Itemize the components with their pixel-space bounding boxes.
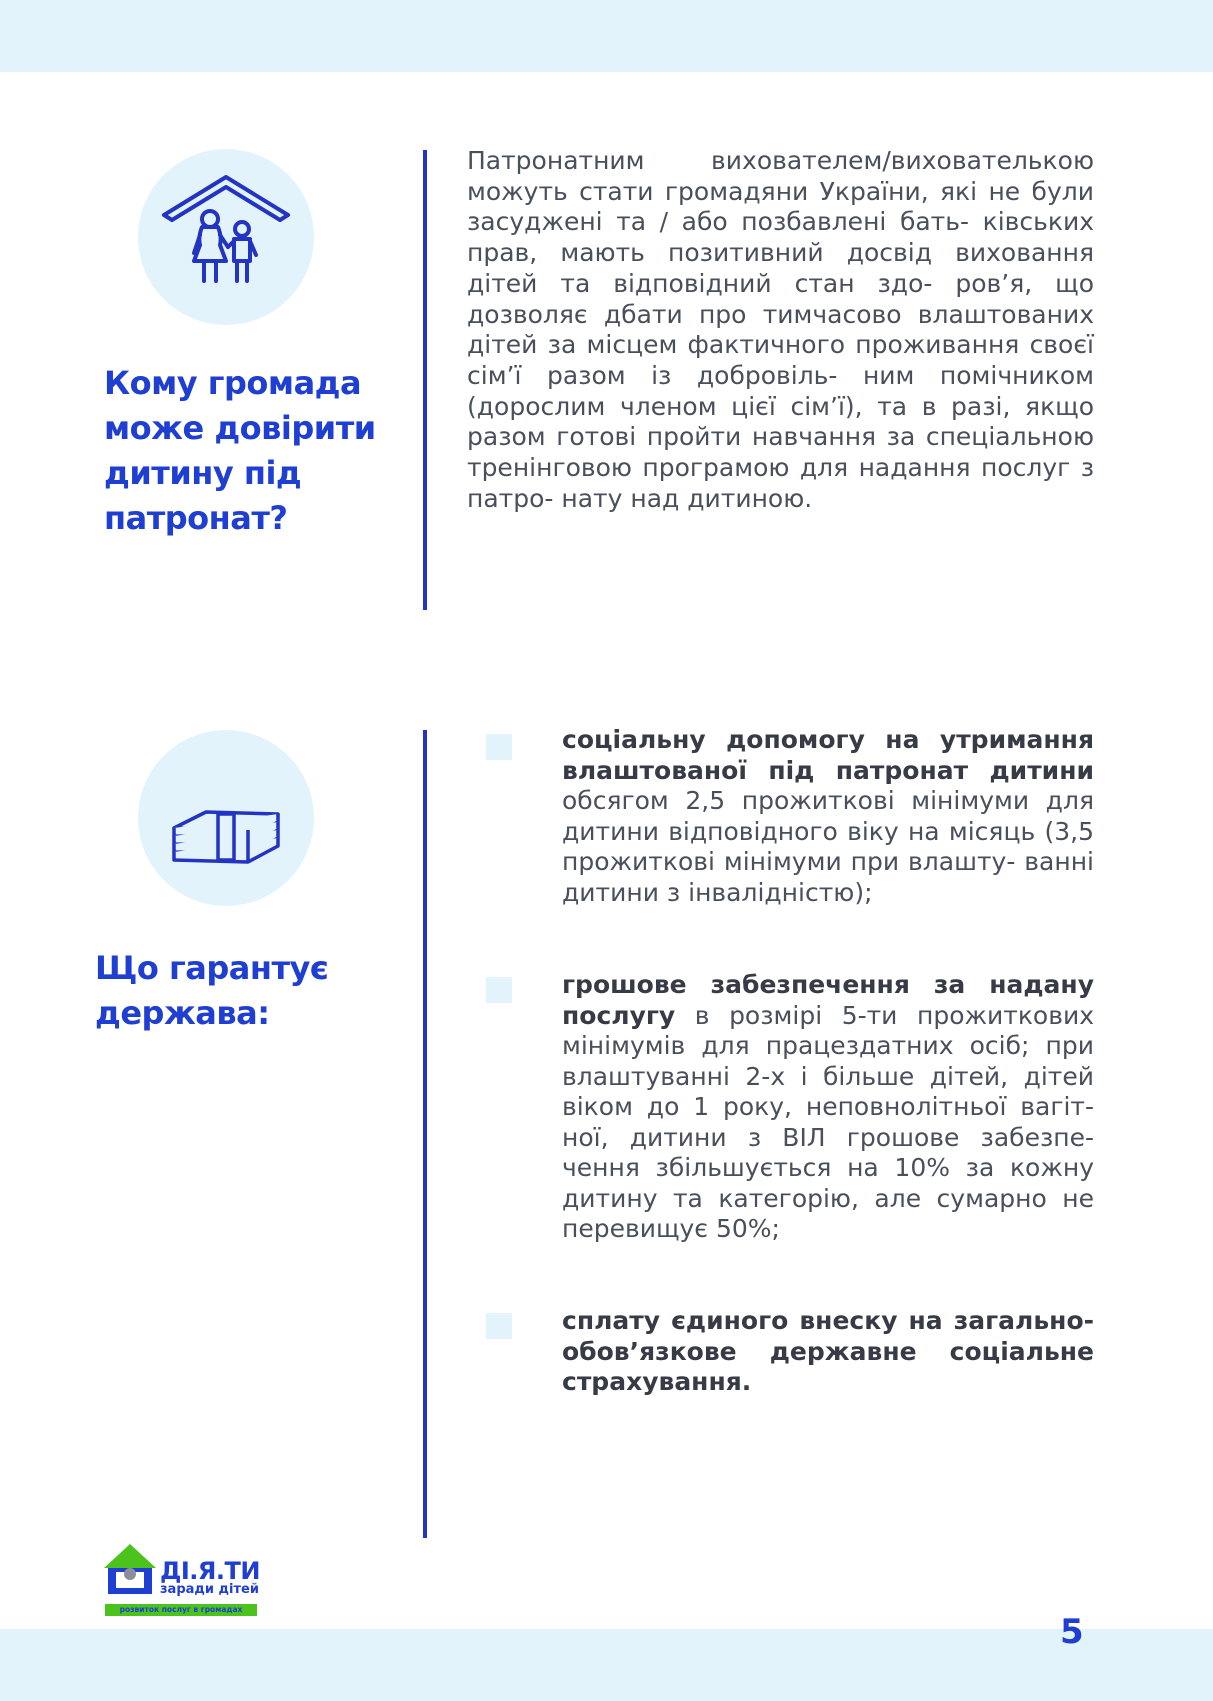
- paragraph-line: ним помічником (дорослим членом цієї: [467, 360, 1094, 421]
- bullet-text-line: в розмірі 5-ти прожиткових: [675, 1000, 1094, 1030]
- paragraph-line: програмою для надання послуг з патро-: [467, 453, 1094, 513]
- money-stack-icon: [138, 730, 314, 906]
- logo-title: ДІ.Я.ТИ: [160, 1557, 260, 1585]
- heading-line: Кому громада: [104, 364, 362, 402]
- paragraph-line: були засуджені та / або позбавлені бать-: [467, 176, 1094, 237]
- top-band: [0, 0, 1213, 72]
- paragraph-line: нату над дитиною.: [561, 483, 813, 513]
- bullet-text-line: дитини відповідного віку на місяць: [562, 816, 1036, 846]
- paragraph-line: ківських прав, мають позитивний досвід: [467, 207, 1094, 268]
- house-logo-icon: [102, 1542, 162, 1606]
- paragraph-line: Патронатним вихователем/вихователькою: [467, 146, 1094, 175]
- bullet-marker: [486, 1313, 512, 1339]
- bullet-bold: послугу: [562, 1000, 676, 1030]
- bullet-text-line: мінімумів для працездатних осіб; при: [562, 1031, 1094, 1060]
- heading-line: патронат?: [104, 499, 288, 537]
- heading-line: держава:: [95, 994, 270, 1032]
- bullet-bold: соціальну допомогу на утримання: [562, 725, 1094, 754]
- section1-divider: [423, 150, 427, 610]
- section2-heading: [95, 946, 328, 1036]
- bullet-bold: страхування.: [562, 1367, 752, 1396]
- bullet-text-line: влаштуванні 2-х і більше дітей, дітей: [562, 1061, 1094, 1091]
- bullet-bold: сплату єдиного внеску на загально-: [562, 1306, 1094, 1335]
- section1-icon-circle: [138, 149, 314, 325]
- section1-heading: [104, 361, 376, 541]
- logo-tagline: розвиток послуг в громадах: [105, 1604, 257, 1616]
- heading-line: Що гарантує: [95, 949, 329, 987]
- bullet-text-line: дитину та категорію, але сумарно не: [562, 1183, 1094, 1213]
- section1-paragraph: [467, 146, 1094, 514]
- bullet-item: [562, 725, 1094, 908]
- bullet-text-line: чення збільшується на 10% за кожну: [562, 1153, 1094, 1182]
- page-number: 5: [1060, 1612, 1084, 1652]
- bullet-text-line: обсягом 2,5 прожиткові мінімуми для: [562, 786, 1094, 815]
- paragraph-line: проживання своєї сім’ї разом із добровіль-: [467, 330, 1095, 390]
- paragraph-line: навчання за спеціальною тренінговою: [467, 422, 1094, 483]
- house-family-icon: [138, 149, 314, 325]
- logo: [100, 1540, 270, 1620]
- bullet-marker: [486, 734, 512, 760]
- bullet-text-line: (3,5 прожиткові мінімуми при влашту-: [562, 816, 1094, 876]
- logo-subtitle: заради дітей: [160, 1582, 259, 1597]
- paragraph-line: виховання дітей та відповідний стан здо-: [467, 238, 1094, 298]
- bullet-text-line: ванні дитини з інвалідністю);: [562, 847, 1094, 907]
- bullet-item: [562, 970, 1094, 1245]
- heading-line: дитину під: [104, 454, 302, 492]
- paragraph-line: влаштованих дітей за місцем фактичного: [467, 299, 1095, 360]
- bullet-bold: грошове забезпечення за надану: [562, 970, 1094, 999]
- bullet-bold: влаштованої під патронат дитини: [562, 755, 1094, 785]
- section2-divider: [423, 730, 427, 1538]
- section2-icon-circle: [138, 730, 314, 906]
- heading-line: може довірити: [104, 409, 376, 447]
- bottom-band: [0, 1629, 1213, 1701]
- paragraph-line: можуть стати громадяни України, які не: [467, 176, 1021, 206]
- bullet-text-line: віком до 1 року, неповнолітньої вагіт-: [562, 1092, 1094, 1121]
- bullet-text-line: ної, дитини з ВІЛ грошове забезпе-: [562, 1122, 1094, 1152]
- bullet-item: [562, 1306, 1094, 1398]
- bullet-marker: [486, 977, 512, 1003]
- paragraph-line: сім’ї), та в разі, якщо разом готові пройти: [467, 391, 1095, 452]
- bullet-bold: обов’язкове державне соціальне: [562, 1336, 1094, 1366]
- bullet-text-line: перевищує 50%;: [562, 1214, 780, 1243]
- paragraph-line: ров’я, що дозволяє дбати про тимчасово: [467, 268, 1095, 329]
